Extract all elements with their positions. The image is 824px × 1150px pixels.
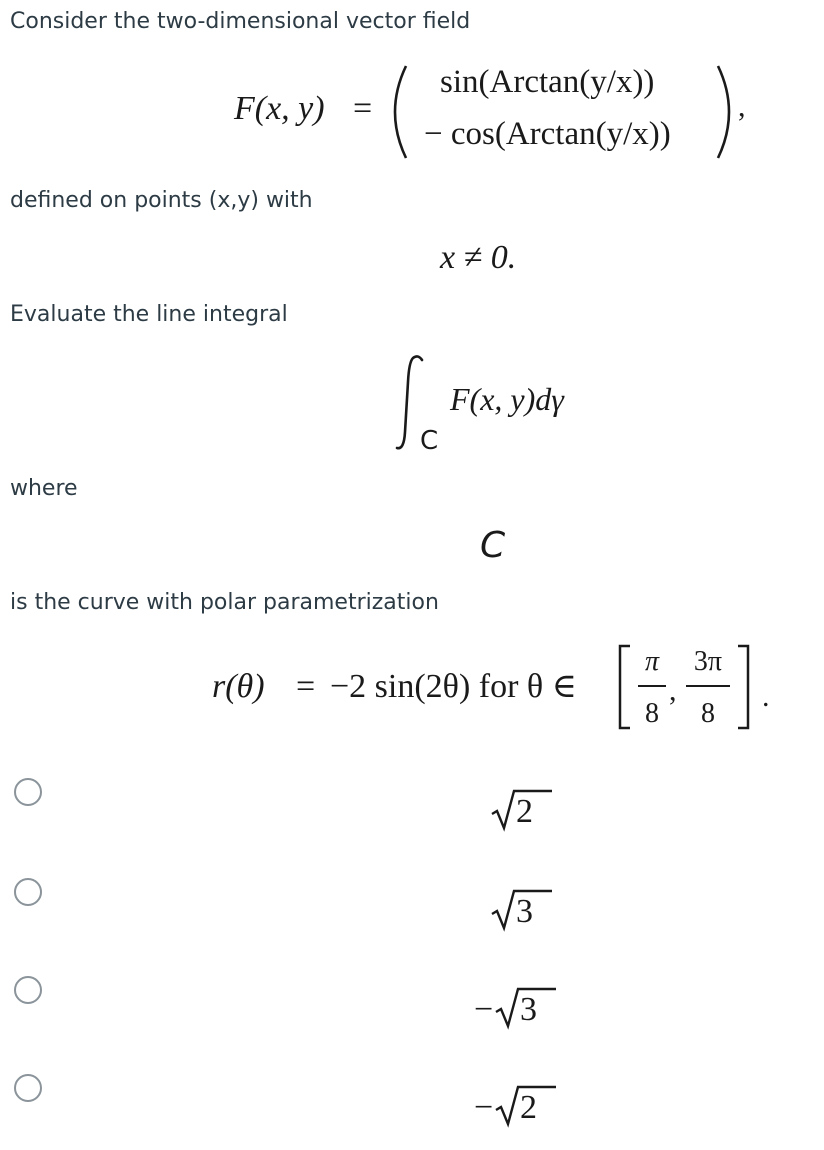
interval-b-numerator: 3π	[693, 646, 723, 677]
field-top-component: sin(Arctan(y/x))	[440, 64, 655, 100]
curve-text: is the curve with polar parametrization	[10, 590, 439, 615]
option-4-radicand: 2	[520, 1089, 537, 1126]
interval-b-denominator: 8	[701, 698, 715, 729]
option-4-sign: −	[474, 1089, 494, 1126]
left-paren-icon	[380, 62, 420, 162]
option-2-radio[interactable]	[14, 878, 42, 906]
option-3-sign: −	[474, 991, 494, 1028]
interval-a-denominator: 8	[645, 698, 659, 729]
field-lhs: F(x, y)	[234, 90, 325, 127]
evaluate-text: Evaluate the line integral	[10, 302, 288, 327]
option-3-label[interactable]	[470, 986, 580, 1030]
option-4-label[interactable]	[470, 1084, 580, 1128]
option-1-radio[interactable]	[14, 778, 42, 806]
option-2-label[interactable]	[470, 888, 580, 932]
interval-a-numerator: π	[644, 646, 660, 677]
interval-comma: ,	[669, 674, 677, 707]
field-trailing-comma: ,	[738, 90, 746, 123]
domain-text: defined on points (x,y) with	[10, 188, 313, 213]
field-bottom-component: − cos(Arctan(y/x))	[424, 116, 671, 152]
where-text: where	[10, 476, 78, 501]
option-2-radicand: 3	[516, 893, 533, 930]
interval-icon	[612, 640, 782, 736]
integral-subscript: C	[420, 426, 439, 456]
interval-period: .	[762, 680, 770, 713]
field-equals: =	[353, 90, 373, 127]
curve-symbol: C	[480, 525, 506, 566]
option-4-radio[interactable]	[14, 1074, 42, 1102]
integrand: F(x, y)dγ	[450, 381, 564, 417]
param-rhs: −2 sin(2θ) for θ ∈	[330, 668, 577, 705]
domain-condition: x ≠ 0.	[440, 239, 517, 276]
option-3-radicand: 3	[520, 991, 537, 1028]
param-lhs: r(θ)	[212, 668, 265, 705]
option-1-radicand: 2	[516, 793, 533, 830]
option-1-label[interactable]	[470, 788, 580, 832]
param-equals: =	[296, 668, 316, 705]
option-3-radio[interactable]	[14, 976, 42, 1004]
intro-text: Consider the two-dimensional vector field	[10, 9, 471, 34]
